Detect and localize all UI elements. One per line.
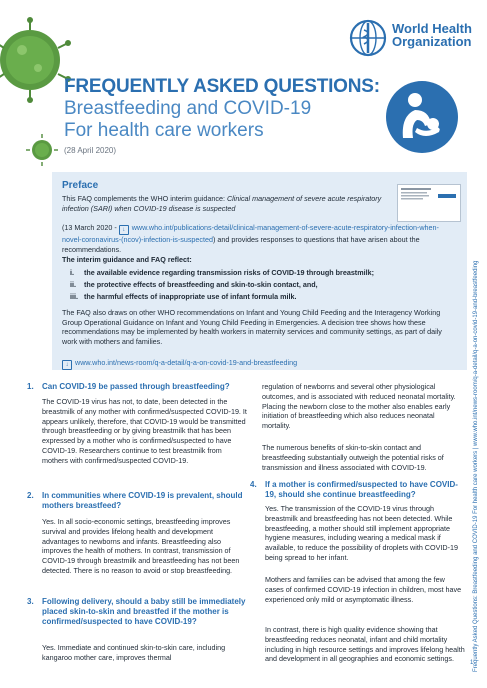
faq-answer-4: Yes. The transmission of the COVID-19 virus through breastmilk and breastfeeding has not been detected. While breastfeeding, a mother should still implement appropriate hygiene measures, including wearing a medical mask if available, to reduce the possibility of droplets with COVID-19 being spread to her infant. xyxy=(265,504,458,562)
page-subtitle-line1: Breastfeeding and COVID-19 xyxy=(64,98,312,119)
list-item-number: ii. xyxy=(70,280,76,289)
list-item-text: the available evidence regarding transmission risks of COVID-19 through breastmilk; xyxy=(84,268,374,277)
list-item-number: i. xyxy=(70,268,74,277)
qa-link-row xyxy=(62,352,297,370)
vertical-footer-text: Frequently Asked Questions: Breastfeeding and COVID-19 For health care workers | www.who.int/news-room/q-a-detail/q-a-on-covid-19-and-breastfeeding xyxy=(473,260,479,672)
faq-question-4 xyxy=(250,480,465,500)
list-item-text: the harmful effects of inappropriate use of infant formula milk. xyxy=(84,292,297,301)
question-number: 2. xyxy=(27,491,34,500)
qa-link[interactable]: www.who.int/news-room/q-a-detail/q-a-on-covid-19-and-breastfeeding xyxy=(75,358,298,367)
who-name-line2: Organization xyxy=(392,34,472,49)
question-number: 3. xyxy=(27,597,34,606)
faq-question-2 xyxy=(27,491,247,511)
list-item-text: the protective effects of breastfeeding and skin-to-skin contact, and, xyxy=(84,280,318,289)
preface-text-c: ) and provides responses to questions that have arisen about the recommendations. xyxy=(62,235,420,254)
preface-paragraph-2: The FAQ also draws on other WHO recommendations on Infant and Young Child Feeding and the Interagency Working Group Operational Guidance on Infant and Young Child Feeding in Emergencies. A decision tree shows how these recommendations may be implemented by health workers in maternity services and community settings, as part of daily work with mothers and families. xyxy=(62,308,442,346)
publication-date: (28 April 2020) xyxy=(64,146,117,155)
guidance-link[interactable]: www.who.int/publications-detail/clinical-management-of-severe-acute-respiratory-infection-when-novel-coronavirus-(ncov)-infection-is-suspected xyxy=(62,223,439,244)
breastfeeding-mother-icon xyxy=(385,80,459,154)
list-item xyxy=(70,292,296,302)
download-icon: ↓ xyxy=(119,225,129,235)
list-item xyxy=(70,280,318,290)
document-thumbnail-icon xyxy=(398,185,460,221)
guidance-title: Clinical management of severe acute respiratory infection (SARI) when COVID-19 disease is suspected xyxy=(62,194,382,213)
preface-paragraph xyxy=(62,194,392,213)
preface-text-b: (13 March 2020 - xyxy=(62,223,119,232)
list-item-number: iii. xyxy=(70,292,78,301)
download-icon: ↓ xyxy=(62,360,72,370)
preface-text-a: This FAQ complements the WHO interim guidance: xyxy=(62,194,227,203)
who-name-line1: World Health xyxy=(392,21,472,36)
vertical-footer xyxy=(473,172,485,672)
faq-answer-3-cont: regulation of newborns and several other physiological outcomes, and is associated with reduced neonatal mortality. Placing the newborn close to the mother also enables early initiation of breastfeeding which also reduces neonatal mortality. xyxy=(262,382,456,431)
faq-answer-3: Yes. Immediate and continued skin-to-skin care, including kangaroo mother care, improves thermal xyxy=(42,643,226,662)
who-name xyxy=(392,22,472,48)
page-title: FREQUENTLY ASKED QUESTIONS: xyxy=(64,76,380,97)
faq-answer-1: The COVID-19 virus has not, to date, been detected in the breastmilk of any mother with confirmed/suspected COVID-19. It appears unlikely, therefore, that COVID-19 would be transmitted through breastfeeding or by giving breastmilk that has been expressed by a mother who is confirmed/suspected to have COVID-19. Researchers continue to test breastmilk from mothers with confirmed/suspected COVID-19. xyxy=(42,397,247,465)
question-number: 1. xyxy=(27,382,34,391)
page-subtitle-line2: For health care workers xyxy=(64,120,264,141)
faq-answer-4-families: Mothers and families can be advised that among the few cases of confirmed COVID-19 infection in children, most have experienced only mild or asymptomatic illness. xyxy=(265,575,462,604)
guidance-thumbnail[interactable] xyxy=(397,184,461,222)
list-item xyxy=(70,268,374,278)
question-text: If a mother is confirmed/suspected to have COVID-19, should she continue breastfeeding? xyxy=(265,480,458,499)
faq-question-1 xyxy=(27,382,247,392)
interim-guidance-heading: The interim guidance and FAQ reflect: xyxy=(62,255,192,264)
faq-answer-4-evidence: In contrast, there is high quality evidence showing that breastfeeding reduces neonatal, infant and child mortality including in high resource settings and improves lifelong health and development in all geographies and economic settings. xyxy=(265,625,465,664)
question-number: 4. xyxy=(250,480,257,489)
question-text: Can COVID-19 be passed through breastfeeding? xyxy=(42,382,230,391)
page-number: 1 xyxy=(470,660,474,666)
preface-paragraph-cont xyxy=(62,223,457,254)
question-text: In communities where COVID-19 is prevalent, should mothers breastfeed? xyxy=(42,491,243,510)
who-logo-icon xyxy=(348,18,388,58)
question-text: Following delivery, should a baby still be immediately placed skin-to-skin and breastfed if the mother is confirmed/suspected to have COVID-19? xyxy=(42,597,246,626)
faq-answer-2: Yes. In all socio-economic settings, breastfeeding improves survival and provides lifelong health and development advantages to newborns and infants. Breastfeeding also improves the health of mothers. In contrast, transmission of COVID-19 through breastmilk and breastfeeding has not been detected. There is no reason to avoid or stop breastfeeding. xyxy=(42,517,240,575)
faq-answer-3-benefits: The numerous benefits of skin-to-skin contact and breastfeeding substantially outweigh the potential risks of transmission and illness associated with COVID-19. xyxy=(262,443,444,472)
preface-title: Preface xyxy=(62,180,99,191)
faq-question-3 xyxy=(27,597,247,627)
